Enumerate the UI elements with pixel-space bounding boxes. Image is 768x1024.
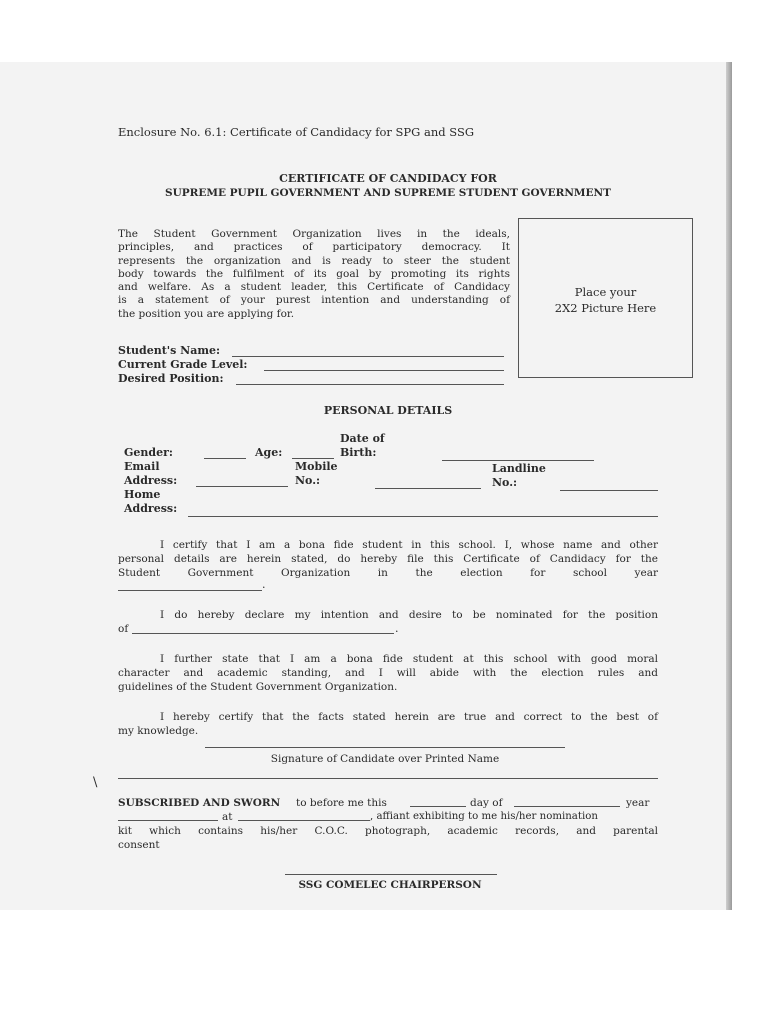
intro-line: and welfare. As a student leader, this Certificate of Candidacy (118, 281, 510, 294)
desired-position-field[interactable] (236, 384, 504, 385)
age-label: Age: (255, 446, 283, 459)
certify-line-1: I certify that I am a bona fide student in this school. I, whose name and other (160, 539, 658, 551)
sworn-month-field[interactable] (514, 806, 620, 807)
intro-line: the position you are applying for. (118, 307, 295, 320)
photo-box-label-1: Place your (574, 285, 637, 299)
landline-label-2: No.: (492, 476, 518, 489)
sworn-place-field[interactable] (238, 820, 370, 821)
intro-line: principles, and practices of participatory democracy. It (118, 241, 510, 254)
mobile-label-1: Mobile (295, 460, 338, 473)
age-field[interactable] (292, 458, 334, 459)
declare-line-2-start: of (118, 623, 129, 635)
email-label-2: Address: (124, 474, 178, 487)
mobile-field[interactable] (375, 488, 481, 489)
sworn-part-2: day of (470, 797, 503, 809)
further-line-1: I further state that I am a bona fide student at this school with good moral (160, 653, 658, 665)
personal-details-heading: PERSONAL DETAILS (323, 404, 453, 417)
email-field[interactable] (196, 486, 288, 487)
sworn-bold: SUBSCRIBED AND SWORN (118, 797, 281, 809)
student-name-label: Student's Name: (118, 344, 221, 357)
sworn-line-2: kit which contains his/her C.O.C. photograph, academic records, and parental (118, 825, 658, 837)
home-label-2: Address: (124, 502, 178, 515)
desired-position-label: Desired Position: (118, 372, 224, 385)
photo-box-label-2: 2X2 Picture Here (554, 301, 657, 315)
student-name-field[interactable] (232, 356, 504, 357)
position-field[interactable] (132, 633, 394, 634)
declare-line-2-end: . (395, 622, 399, 635)
sworn-part-5: , affiant exhibiting to me his/her nomination (370, 811, 598, 822)
enclosure-label: Enclosure No. 6.1: Certificate of Candidacy for SPG and SSG (118, 125, 475, 139)
further-line-2: character and academic standing, and I will abide with the election rules and (118, 667, 658, 679)
dob-label-1: Date of (340, 432, 385, 445)
grade-level-field[interactable] (264, 370, 504, 371)
email-label-1: Email (124, 460, 160, 473)
declare-line-1: I do hereby declare my intention and desire to be nominated for the position (160, 609, 658, 621)
landline-label-1: Landline (492, 462, 546, 475)
intro-line: The Student Government Organization lives in the ideals, (118, 228, 510, 240)
dob-field[interactable] (442, 460, 594, 461)
signature-field[interactable] (205, 747, 565, 748)
further-line-3: guidelines of the Student Government Organization. (118, 681, 398, 693)
chairperson-signature-field[interactable] (285, 874, 497, 875)
certify-line-4-end: . (262, 578, 266, 591)
sworn-part-1: to before me this (296, 797, 387, 809)
school-year-field[interactable] (118, 590, 262, 591)
grade-level-label: Current Grade Level: (118, 358, 248, 371)
home-address-field[interactable] (188, 516, 658, 517)
intro-line: body towards the fulfilment of its goal by promoting its rights (118, 267, 510, 280)
sworn-part-4: at (222, 811, 233, 823)
certify-line-3: Student Government Organization in the election for school year (118, 567, 658, 579)
dob-label-2: Birth: (340, 446, 377, 459)
separator-line (118, 778, 658, 779)
sworn-line-3: consent (118, 839, 160, 851)
stray-mark: \ (93, 775, 98, 790)
home-label-1: Home (124, 488, 161, 501)
sworn-day-field[interactable] (410, 806, 466, 807)
hereby-line-1: I hereby certify that the facts stated herein are true and correct to the best of (160, 711, 658, 723)
page-edge-shadow (726, 62, 732, 910)
title-line-2: SUPREME PUPIL GOVERNMENT AND SUPREME STUDENT GOVERNMENT (165, 187, 611, 199)
intro-line: represents the organization and is ready to steer the student (118, 254, 510, 267)
gender-field[interactable] (204, 458, 246, 459)
certify-line-2: personal details are herein stated, do hereby file this Certificate of Candidacy for the (118, 553, 658, 565)
title-line-1: CERTIFICATE OF CANDIDACY FOR (279, 172, 497, 185)
sworn-year-field[interactable] (118, 820, 218, 821)
mobile-label-2: No.: (295, 474, 321, 487)
intro-line: is a statement of your purest intention and understanding of (118, 294, 510, 307)
intro-paragraph (118, 228, 510, 321)
landline-field[interactable] (560, 490, 658, 491)
signature-label: Signature of Candidate over Printed Name (270, 753, 500, 765)
gender-label: Gender: (124, 446, 173, 459)
sworn-part-3: year (626, 797, 650, 809)
chairperson-label: SSG COMELEC CHAIRPERSON (298, 879, 482, 891)
photo-box[interactable] (518, 218, 693, 378)
hereby-line-2: my knowledge. (118, 725, 199, 737)
